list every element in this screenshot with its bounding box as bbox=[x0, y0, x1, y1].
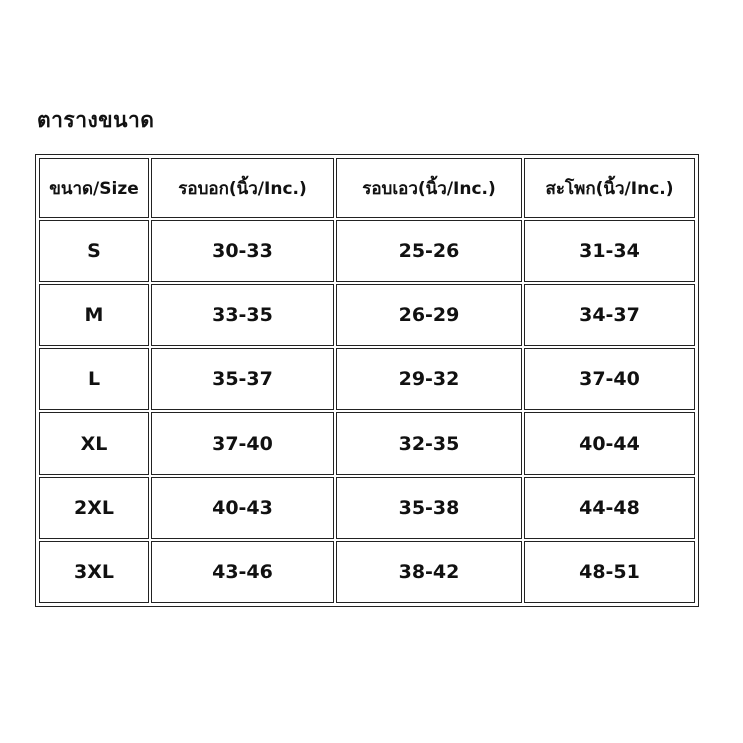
table-row bbox=[39, 412, 695, 474]
waist-cell: 25-26 bbox=[336, 220, 522, 282]
size-chart-table bbox=[35, 154, 699, 607]
table-row bbox=[39, 220, 695, 282]
size-cell: 2XL bbox=[39, 477, 149, 539]
table-row bbox=[39, 284, 695, 346]
size-cell: L bbox=[39, 348, 149, 410]
chest-cell: 40-43 bbox=[151, 477, 334, 539]
size-cell: XL bbox=[39, 412, 149, 474]
waist-cell: 38-42 bbox=[336, 541, 522, 603]
hip-cell: 37-40 bbox=[524, 348, 695, 410]
waist-cell: 26-29 bbox=[336, 284, 522, 346]
header-size: ขนาด/Size bbox=[39, 158, 149, 218]
table-row bbox=[39, 348, 695, 410]
hip-cell: 34-37 bbox=[524, 284, 695, 346]
size-table bbox=[37, 156, 697, 605]
waist-cell: 32-35 bbox=[336, 412, 522, 474]
header-chest: รอบอก(นิ้ว/Inc.) bbox=[151, 158, 334, 218]
chest-cell: 30-33 bbox=[151, 220, 334, 282]
waist-cell: 35-38 bbox=[336, 477, 522, 539]
header-waist: รอบเอว(นิ้ว/Inc.) bbox=[336, 158, 522, 218]
header-row bbox=[39, 158, 695, 218]
table-row bbox=[39, 477, 695, 539]
hip-cell: 48-51 bbox=[524, 541, 695, 603]
hip-cell: 44-48 bbox=[524, 477, 695, 539]
chest-cell: 37-40 bbox=[151, 412, 334, 474]
hip-cell: 40-44 bbox=[524, 412, 695, 474]
size-cell: S bbox=[39, 220, 149, 282]
chest-cell: 43-46 bbox=[151, 541, 334, 603]
chest-cell: 33-35 bbox=[151, 284, 334, 346]
table-row bbox=[39, 541, 695, 603]
waist-cell: 29-32 bbox=[336, 348, 522, 410]
hip-cell: 31-34 bbox=[524, 220, 695, 282]
size-cell: M bbox=[39, 284, 149, 346]
page-title: ตารางขนาด bbox=[37, 107, 155, 132]
chest-cell: 35-37 bbox=[151, 348, 334, 410]
size-cell: 3XL bbox=[39, 541, 149, 603]
header-hip: สะโพก(นิ้ว/Inc.) bbox=[524, 158, 695, 218]
